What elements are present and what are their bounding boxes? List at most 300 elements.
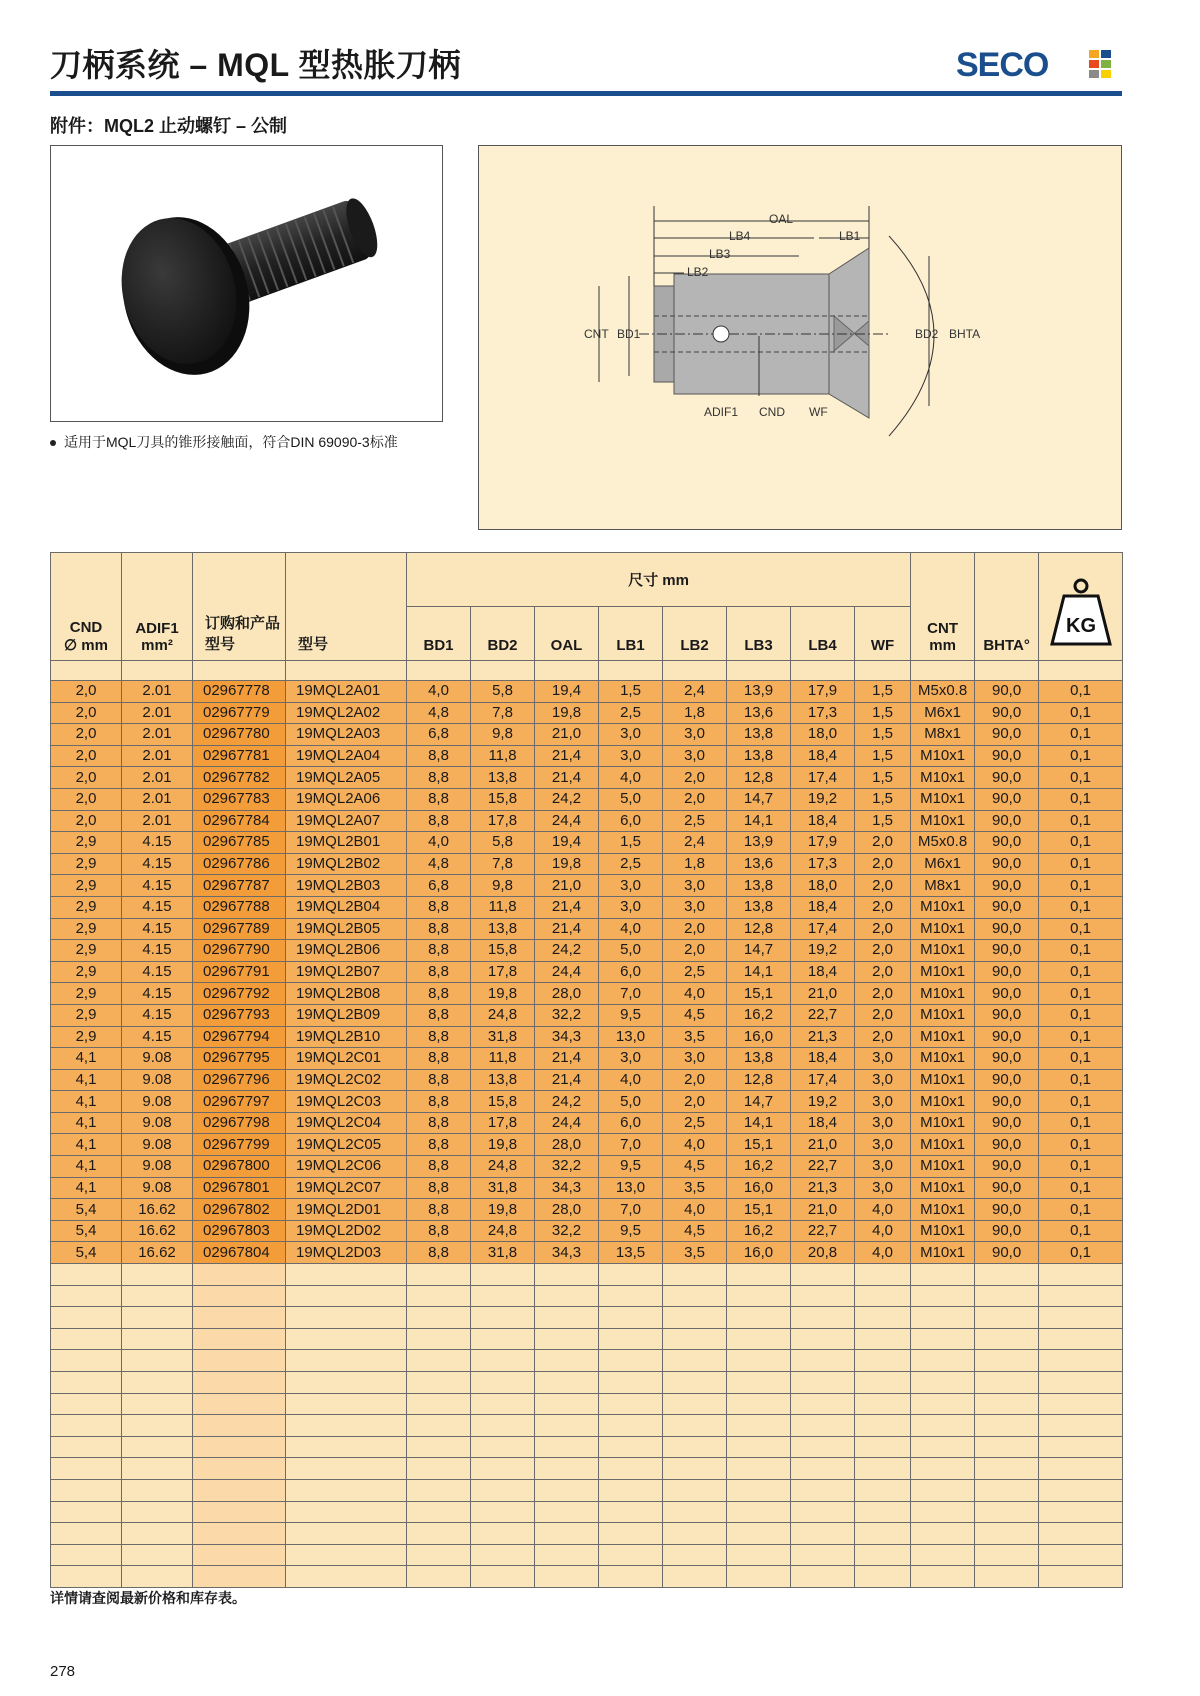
header-wf: WF [855,607,911,661]
table-cell: 17,9 [791,681,855,703]
empty-row [51,1372,1123,1394]
table-cell: M10x1 [911,1242,975,1264]
table-cell: M6x1 [911,702,975,724]
table-cell: 4,5 [663,1220,727,1242]
table-cell: 5,8 [471,832,535,854]
table-cell: 7,0 [599,1134,663,1156]
table-cell: 19,8 [471,1134,535,1156]
table-cell: 9,8 [471,724,535,746]
table-cell: 2,0 [51,788,122,810]
table-cell: 19MQL2A01 [286,681,407,703]
table-cell: M8x1 [911,724,975,746]
table-cell: 18,4 [791,1112,855,1134]
table-cell: 13,9 [727,832,791,854]
table-cell: 19MQL2B03 [286,875,407,897]
table-cell: 5,4 [51,1220,122,1242]
table-cell: M10x1 [911,745,975,767]
empty-row [51,1436,1123,1458]
table-cell: 02967801 [193,1177,286,1199]
table-cell: 2,0 [663,767,727,789]
table-cell: 0,1 [1039,1156,1123,1178]
table-cell: 8,8 [407,940,471,962]
table-cell: 19MQL2C04 [286,1112,407,1134]
table-cell: 02967796 [193,1069,286,1091]
logo-text: SECO [956,46,1049,84]
table-cell: 8,8 [407,767,471,789]
table-row [51,983,1123,1005]
table-cell: 02967802 [193,1199,286,1221]
table-cell: 8,8 [407,1112,471,1134]
table-cell: 9.08 [122,1112,193,1134]
table-row [51,1091,1123,1113]
table-cell: 90,0 [975,1026,1039,1048]
table-cell: 21,4 [535,767,599,789]
table-cell: 17,4 [791,767,855,789]
table-cell: 16,0 [727,1026,791,1048]
table-cell: 18,4 [791,961,855,983]
spec-table [50,552,1123,1588]
table-cell: 90,0 [975,1091,1039,1113]
table-cell: 02967804 [193,1242,286,1264]
table-cell: 90,0 [975,875,1039,897]
label-adif1: ADIF1 [704,405,739,419]
table-cell: 2,0 [855,983,911,1005]
table-cell: 8,8 [407,810,471,832]
table-cell: 3,0 [663,896,727,918]
header-cnt: CNT mm [911,553,975,661]
table-cell: 2,0 [663,1091,727,1113]
table-cell: 21,4 [535,1048,599,1070]
table-cell: 3,0 [855,1112,911,1134]
table-cell: 3,0 [855,1134,911,1156]
table-cell: 0,1 [1039,1177,1123,1199]
table-cell: 18,4 [791,896,855,918]
table-cell: 32,2 [535,1004,599,1026]
header-bhta: BHTA° [975,553,1039,661]
table-cell: 02967795 [193,1048,286,1070]
table-cell: 8,8 [407,1156,471,1178]
empty-row [51,1415,1123,1437]
table-cell: 4,1 [51,1069,122,1091]
table-cell: 4,0 [663,983,727,1005]
table-row [51,702,1123,724]
table-cell: 6,8 [407,724,471,746]
table-cell: 90,0 [975,1156,1039,1178]
table-cell: 19,8 [471,983,535,1005]
table-cell: 0,1 [1039,1242,1123,1264]
table-cell: 24,8 [471,1156,535,1178]
empty-row [51,1501,1123,1523]
table-cell: 2.01 [122,724,193,746]
table-row [51,788,1123,810]
table-cell: 22,7 [791,1004,855,1026]
empty-row [51,1523,1123,1545]
table-cell: 2,9 [51,896,122,918]
table-row [51,1026,1123,1048]
table-cell: 4,8 [407,702,471,724]
empty-row [51,1328,1123,1350]
table-cell: 3,0 [663,875,727,897]
table-cell: 14,1 [727,1112,791,1134]
table-cell: 18,0 [791,875,855,897]
table-cell: 18,4 [791,745,855,767]
table-cell: 8,8 [407,918,471,940]
empty-row [51,1350,1123,1372]
table-cell: 02967782 [193,767,286,789]
table-cell: 0,1 [1039,1220,1123,1242]
table-cell: 5,0 [599,788,663,810]
header-type: 型号 [286,553,407,661]
table-cell: 2,0 [663,1069,727,1091]
table-cell: 19MQL2D01 [286,1199,407,1221]
table-cell: 16,0 [727,1242,791,1264]
table-cell: 4,0 [599,1069,663,1091]
table-cell: 4.15 [122,1004,193,1026]
table-cell: M10x1 [911,1112,975,1134]
table-cell: 32,2 [535,1220,599,1242]
table-cell: 2,0 [855,1026,911,1048]
table-cell: 13,8 [471,918,535,940]
footer-note: 详情请查阅最新价格和库存表。 [50,1590,246,1606]
table-cell: 4,0 [407,832,471,854]
table-cell: 24,4 [535,1112,599,1134]
table-row [51,896,1123,918]
table-cell: 19MQL2B05 [286,918,407,940]
table-cell: 8,8 [407,745,471,767]
table-cell: 90,0 [975,1242,1039,1264]
table-cell: 11,8 [471,745,535,767]
table-cell: 2,0 [51,702,122,724]
table-cell: 02967797 [193,1091,286,1113]
table-cell: 0,1 [1039,1112,1123,1134]
table-cell: 0,1 [1039,896,1123,918]
table-row [51,1112,1123,1134]
table-cell: 15,1 [727,983,791,1005]
table-cell: 7,8 [471,853,535,875]
table-cell: 24,8 [471,1220,535,1242]
table-cell: 90,0 [975,1134,1039,1156]
table-cell: 90,0 [975,1220,1039,1242]
table-cell: M10x1 [911,1004,975,1026]
table-cell: 02967798 [193,1112,286,1134]
table-row [51,1220,1123,1242]
table-cell: 5,0 [599,940,663,962]
table-cell: 5,8 [471,681,535,703]
header-adif1: ADIF1 mm² [122,553,193,661]
table-cell: 34,3 [535,1242,599,1264]
table-cell: 17,8 [471,961,535,983]
table-row [51,1048,1123,1070]
table-row [51,681,1123,703]
table-cell: M10x1 [911,1091,975,1113]
table-body [51,661,1123,1588]
table-cell: 15,1 [727,1199,791,1221]
table-cell: 1,8 [663,702,727,724]
table-cell: 0,1 [1039,1026,1123,1048]
feature-note [50,432,398,452]
table-cell: 21,0 [791,983,855,1005]
title-rule [50,91,1122,96]
table-cell: 17,8 [471,810,535,832]
table-cell: 24,2 [535,1091,599,1113]
table-cell: M10x1 [911,788,975,810]
feature-note-text: 适用于MQL刀具的锥形接触面，符合DIN 69090-3标准 [64,434,398,450]
table-cell: 3,0 [855,1091,911,1113]
table-cell: 02967800 [193,1156,286,1178]
table-cell: 0,1 [1039,875,1123,897]
table-cell: 2,5 [663,810,727,832]
empty-row [51,1479,1123,1501]
table-cell: 16,2 [727,1004,791,1026]
table-cell: 13,8 [471,767,535,789]
table-cell: 18,4 [791,810,855,832]
table-cell: 4,0 [855,1199,911,1221]
table-cell: 19MQL2B07 [286,961,407,983]
table-cell: 8,8 [407,1134,471,1156]
table-cell: 4,1 [51,1112,122,1134]
table-cell: 2,9 [51,961,122,983]
table-cell: 0,1 [1039,724,1123,746]
table-cell: 22,7 [791,1156,855,1178]
product-photo [50,145,443,422]
table-cell: 21,0 [791,1199,855,1221]
table-cell: 8,8 [407,1069,471,1091]
table-cell: 90,0 [975,810,1039,832]
table-cell: 5,4 [51,1242,122,1264]
table-cell: 3,0 [855,1069,911,1091]
table-cell: 11,8 [471,896,535,918]
table-cell: 8,8 [407,1048,471,1070]
table-cell: 90,0 [975,961,1039,983]
table-cell: 02967786 [193,853,286,875]
table-cell: 12,8 [727,918,791,940]
table-cell: 31,8 [471,1242,535,1264]
table-row [51,918,1123,940]
table-cell: 90,0 [975,940,1039,962]
weight-icon [1048,574,1114,650]
table-cell: 34,3 [535,1177,599,1199]
table-cell: 19MQL2B09 [286,1004,407,1026]
table-row [51,724,1123,746]
table-cell: 4.15 [122,940,193,962]
table-cell: 2,0 [855,961,911,983]
table-row [51,1069,1123,1091]
table-cell: 24,4 [535,810,599,832]
table-row [51,1199,1123,1221]
table-cell: 19MQL2C07 [286,1177,407,1199]
table-cell: 13,6 [727,853,791,875]
table-cell: M10x1 [911,767,975,789]
table-cell: 19MQL2C06 [286,1156,407,1178]
table-cell: 8,8 [407,1026,471,1048]
empty-row [51,1307,1123,1329]
table-cell: 2,0 [663,918,727,940]
table-cell: 02967792 [193,983,286,1005]
table-cell: 4,1 [51,1091,122,1113]
table-cell: 2,0 [663,788,727,810]
table-cell: 1,8 [663,853,727,875]
table-row [51,810,1123,832]
table-cell: 0,1 [1039,983,1123,1005]
table-cell: M10x1 [911,1199,975,1221]
table-cell: 19,4 [535,832,599,854]
table-cell: 3,5 [663,1242,727,1264]
table-cell: 3,0 [855,1048,911,1070]
empty-row [51,1264,1123,1286]
table-cell: 19MQL2C01 [286,1048,407,1070]
subtitle: 附件：MQL2 止动螺钉 – 公制 [50,116,288,136]
table-cell: 4,0 [407,681,471,703]
table-cell: 4,0 [599,918,663,940]
table-cell: 90,0 [975,1112,1039,1134]
table-cell: 4,1 [51,1134,122,1156]
table-cell: 0,1 [1039,810,1123,832]
table-cell: 02967803 [193,1220,286,1242]
table-cell: 19,2 [791,940,855,962]
spacer-row [51,661,1123,681]
table-cell: 0,1 [1039,961,1123,983]
table-cell: 19MQL2A07 [286,810,407,832]
table-cell: 5,4 [51,1199,122,1221]
table-cell: 21,3 [791,1026,855,1048]
table-cell: 19MQL2D02 [286,1220,407,1242]
table-cell: 19MQL2B10 [286,1026,407,1048]
table-cell: 17,4 [791,1069,855,1091]
table-cell: 2,0 [855,875,911,897]
table-cell: 02967799 [193,1134,286,1156]
table-cell: 1,5 [855,681,911,703]
table-cell: 18,0 [791,724,855,746]
table-cell: 0,1 [1039,832,1123,854]
table-cell: M6x1 [911,853,975,875]
table-cell: 2,0 [51,681,122,703]
table-cell: 8,8 [407,1004,471,1026]
table-cell: 02967778 [193,681,286,703]
table-cell: 19MQL2C03 [286,1091,407,1113]
table-cell: 4,1 [51,1048,122,1070]
table-cell: 22,7 [791,1220,855,1242]
table-cell: 21,0 [535,875,599,897]
table-cell: 0,1 [1039,918,1123,940]
table-cell: 20,8 [791,1242,855,1264]
table-cell: 90,0 [975,918,1039,940]
table-cell: 15,1 [727,1134,791,1156]
label-lb4: LB4 [729,229,751,243]
table-cell: 4,5 [663,1004,727,1026]
table-cell: 1,5 [599,681,663,703]
table-cell: 02967785 [193,832,286,854]
header-cnd: CND ∅ mm [51,553,122,661]
table-cell: 19MQL2A04 [286,745,407,767]
table-cell: 19MQL2C05 [286,1134,407,1156]
table-cell: 2,5 [599,702,663,724]
label-bd1: BD1 [617,327,641,341]
bullet-icon [50,440,56,446]
table-cell: 31,8 [471,1026,535,1048]
table-cell: 3,5 [663,1026,727,1048]
table-cell: M5x0.8 [911,832,975,854]
table-cell: 1,5 [599,832,663,854]
table-cell: 2.01 [122,788,193,810]
table-cell: M10x1 [911,1177,975,1199]
table-cell: 4,1 [51,1156,122,1178]
table-cell: M5x0.8 [911,681,975,703]
table-cell: 21,4 [535,896,599,918]
table-cell: 1,5 [855,724,911,746]
table-cell: 90,0 [975,1004,1039,1026]
table-cell: 4.15 [122,853,193,875]
table-cell: 9,5 [599,1220,663,1242]
table-cell: 8,8 [407,983,471,1005]
header-bd2: BD2 [471,607,535,661]
table-cell: 90,0 [975,853,1039,875]
table-cell: 2,0 [855,918,911,940]
table-cell: 6,8 [407,875,471,897]
table-cell: 90,0 [975,681,1039,703]
table-cell: 8,8 [407,1199,471,1221]
table-cell: 02967790 [193,940,286,962]
table-cell: 2,0 [51,810,122,832]
table-cell: 2,4 [663,681,727,703]
table-cell: 14,7 [727,788,791,810]
table-cell: 19,8 [535,702,599,724]
table-cell: M10x1 [911,1069,975,1091]
table-cell: 90,0 [975,745,1039,767]
table-cell: 9.08 [122,1177,193,1199]
table-cell: 13,8 [727,875,791,897]
table-cell: 3,0 [855,1177,911,1199]
table-cell: 2.01 [122,745,193,767]
table-row [51,940,1123,962]
table-cell: 9,8 [471,875,535,897]
label-cnd: CND [759,405,785,419]
table-cell: 0,1 [1039,1048,1123,1070]
table-cell: 3,0 [599,1048,663,1070]
table-cell: 24,2 [535,788,599,810]
table-cell: 0,1 [1039,1069,1123,1091]
table-cell: 02967791 [193,961,286,983]
table-cell: 0,1 [1039,702,1123,724]
table-cell: 17,9 [791,832,855,854]
table-cell: 6,0 [599,961,663,983]
table-cell: 19MQL2B08 [286,983,407,1005]
table-cell: 9,5 [599,1156,663,1178]
table-cell: 19MQL2B04 [286,896,407,918]
label-lb2: LB2 [687,265,709,279]
table-cell: 2,5 [663,1112,727,1134]
table-cell: 12,8 [727,767,791,789]
table-cell: 1,5 [855,788,911,810]
table-cell: 7,0 [599,983,663,1005]
table-cell: 2,9 [51,832,122,854]
svg-text:KG: KG [1065,615,1096,637]
table-cell: 19MQL2D03 [286,1242,407,1264]
header-order-number: 订购和产品 型号 [193,553,286,661]
label-bd2: BD2 [915,327,939,341]
label-oal: OAL [769,212,794,226]
table-cell: 4,0 [663,1199,727,1221]
table-row [51,1134,1123,1156]
seco-logo [956,44,1116,84]
table-cell: 15,8 [471,788,535,810]
table-cell: 8,8 [407,1220,471,1242]
table-cell: 4,8 [407,853,471,875]
page-number: 278 [50,1663,76,1680]
table-cell: 16,2 [727,1156,791,1178]
table-cell: M10x1 [911,983,975,1005]
table-cell: 2,9 [51,1004,122,1026]
table-cell: 3,0 [855,1156,911,1178]
